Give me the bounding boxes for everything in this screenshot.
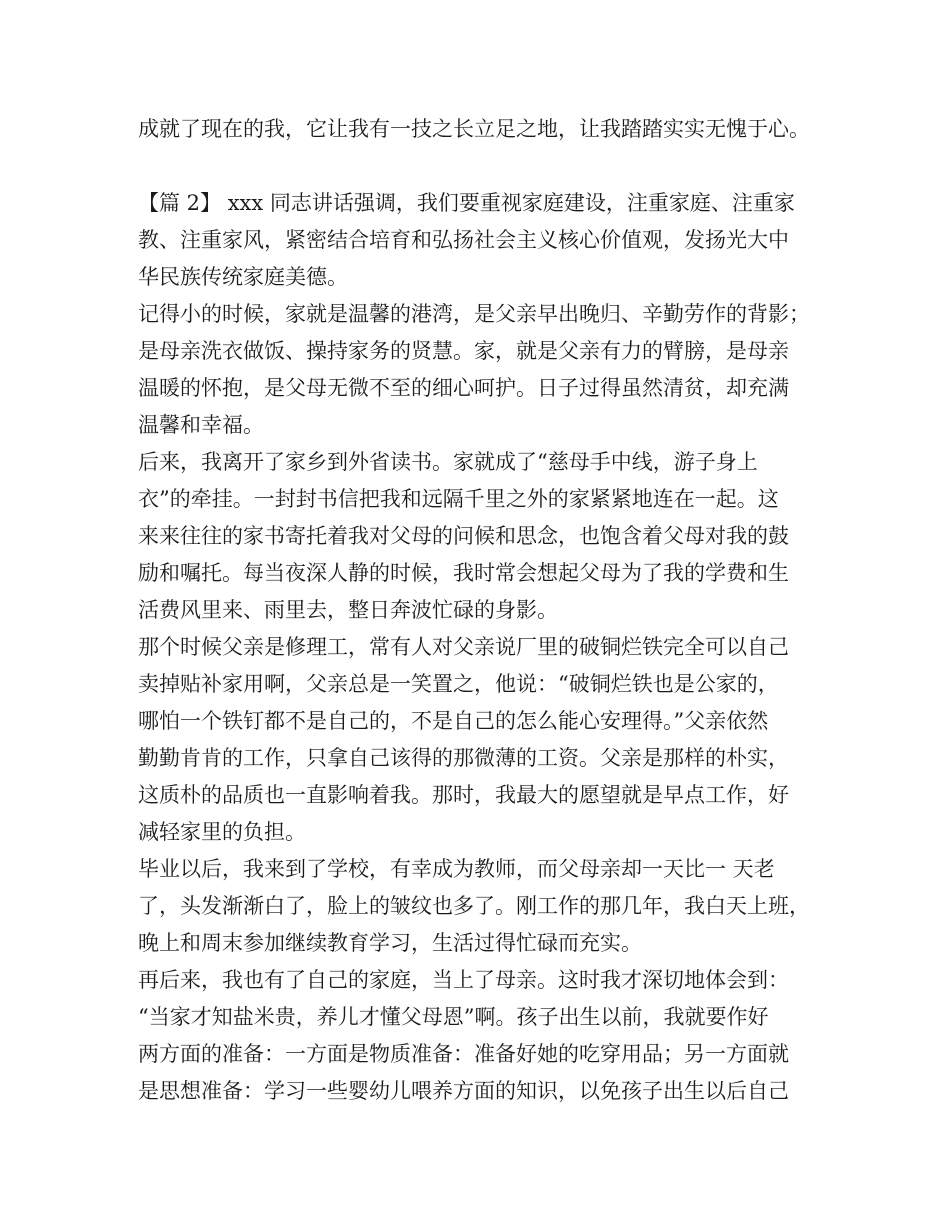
text-line: 成就了现在的我，它让我有一技之长立足之地，让我踏踏实实无愧于心。 (138, 117, 810, 141)
text-line: 毕业以后，我来到了学校，有幸成为教师，而父母亲却一天比一 天老 (138, 857, 775, 881)
text-line: 来来往往的家书寄托着我对父母的问候和思念，也饱含着父母对我的鼓 (138, 524, 789, 548)
text-line: 后来，我离开了家乡到外省读书。家就成了“慈母手中线，游子身上 (138, 450, 758, 474)
text-line: 再后来，我也有了自己的家庭，当上了母亲。这时我才深切地体会到： (138, 968, 789, 992)
text-line: 两方面的准备：一方面是物质准备：准备好她的吃穿用品；另一方面就 (138, 1042, 789, 1066)
text-line: 哪怕一个铁钉都不是自己的，不是自己的怎么能心安理得。”父亲依然 (138, 709, 769, 733)
text-line: 温馨和幸福。 (138, 413, 264, 437)
text-line: 记得小的时候，家就是温馨的港湾，是父亲早出晚归、辛勤劳作的背影； (138, 302, 810, 326)
text-line: 晚上和周末参加继续教育学习，生活过得忙碌而充实。 (138, 931, 642, 955)
text-line: 是思想准备：学习一些婴幼儿喂养方面的知识，以免孩子出生以后自己 (138, 1079, 789, 1103)
text-line: 那个时候父亲是修理工，常有人对父亲说厂里的破铜烂铁完全可以自己 (138, 635, 789, 659)
text-line: “当家才知盐米贵，养儿才懂父母恩”啊。孩子出生以前，我就要作好 (138, 1005, 769, 1029)
text-line: 华民族传统家庭美德。 (138, 265, 348, 289)
text-line: 是母亲洗衣做饭、操持家务的贤慧。家，就是父亲有力的臂膀，是母亲 (138, 339, 789, 363)
text-line: 了，头发渐渐白了，脸上的皱纹也多了。刚工作的那几年，我白天上班， (138, 894, 810, 918)
text-line: 勤勤肯肯的工作，只拿自己该得的那微薄的工资。父亲是那样的朴实， (138, 746, 789, 770)
text-line: 温暖的怀抱，是父母无微不至的细心呵护。日子过得虽然清贫，却充满 (138, 376, 789, 400)
text-line: 活费风里来、雨里去，整日奔波忙碌的身影。 (138, 598, 558, 622)
text-line: 减轻家里的负担。 (138, 820, 306, 844)
text-line: 这质朴的品质也一直影响着我。那时，我最大的愿望就是早点工作，好 (138, 783, 789, 807)
text-line: 教、注重家风，紧密结合培育和弘扬社会主义核心价值观，发扬光大中 (138, 228, 789, 252)
text-line: 励和嘱托。每当夜深人静的时候，我时常会想起父母为了我的学费和生 (138, 561, 789, 585)
text-line: 卖掉贴补家用啊，父亲总是一笑置之，他说：“破铜烂铁也是公家的， (138, 672, 779, 696)
text-line: 【篇 2】 xxx 同志讲话强调，我们要重视家庭建设，注重家庭、注重家 (138, 191, 795, 215)
text-line: 衣”的牵挂。一封封书信把我和远隔千里之外的家紧紧地连在一起。这 (138, 487, 779, 511)
